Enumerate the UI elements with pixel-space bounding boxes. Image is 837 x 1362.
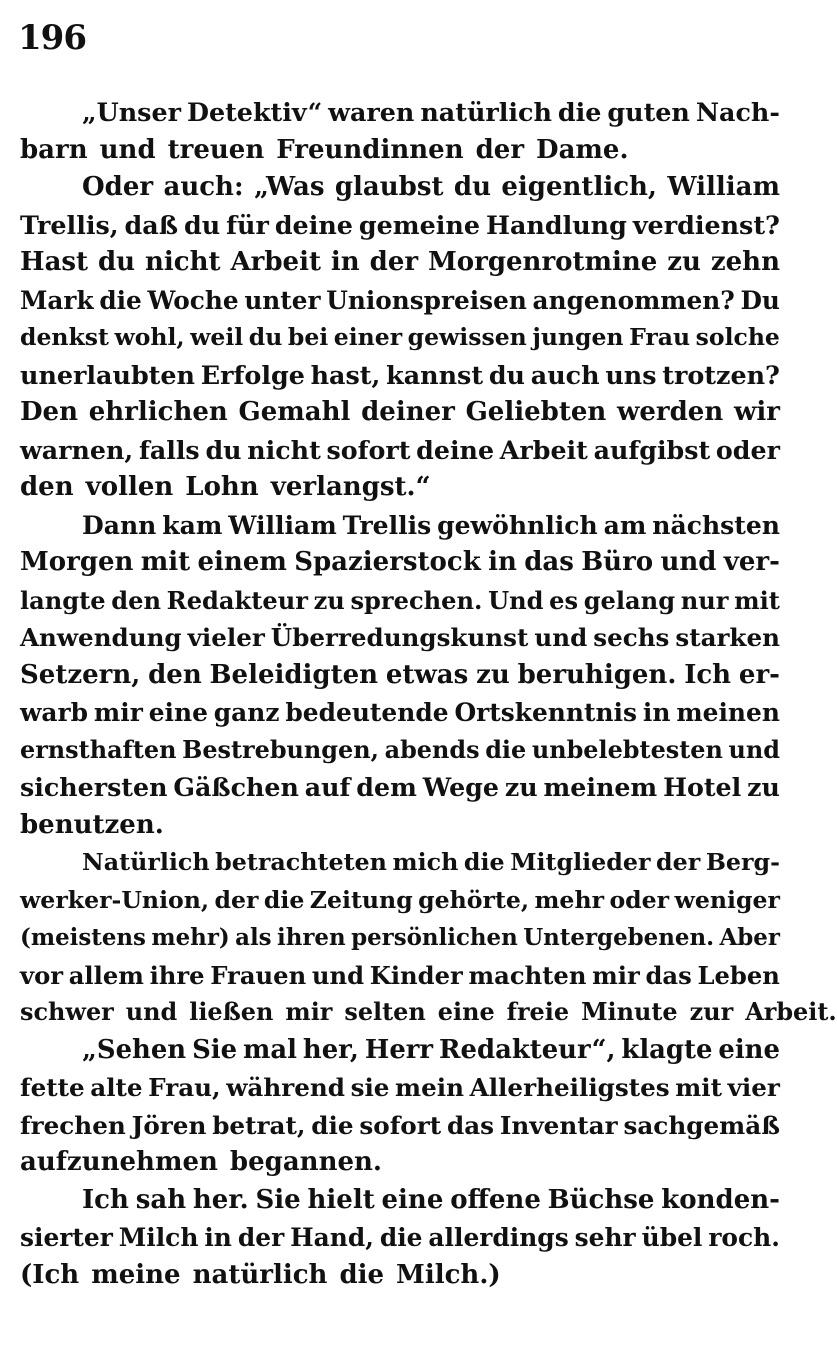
text-line: sierter Milch in der Hand, die allerdings sehr übel roch. <box>20 1223 780 1252</box>
text-line: Anwendung vieler Überredungskunst und sechs starken <box>20 623 780 652</box>
text-line: Dann kam William Trellis gewöhnlich am nächsten <box>82 509 780 540</box>
text-line: Trellis, daß du für deine gemeine Handlung verdienst? <box>20 209 780 240</box>
text-line: warnen, falls du nicht sofort deine Arbeit aufgibst oder <box>20 434 780 465</box>
text-line: Setzern, den Beleidigten etwas zu beruhigen. Ich er- <box>20 659 780 690</box>
text-line: denkst wohl, weil du bei einer gewissen jungen Frau solche <box>20 323 780 351</box>
text-line: frechen Jören betrat, die sofort das Inventar sachgemäß <box>20 1110 780 1140</box>
text-line: aufzunehmen begannen. <box>20 1147 382 1177</box>
text-line: schwer und ließen mir selten eine freie Minute zur Arbeit. <box>20 998 837 1026</box>
text-line: langte den Redakteur zu sprechen. Und es gelang nur mit <box>20 585 780 615</box>
text-line: fette alte Frau, während sie mein Allerheiligstes mit vier <box>20 1073 780 1102</box>
text-line: Hast du nicht Arbeit in der Morgenrotmine zu zehn <box>20 247 780 277</box>
text-line: Ich sah her. Sie hielt eine offene Büchse konden- <box>82 1184 780 1215</box>
text-line: Mark die Woche unter Unionspreisen angenommen? Du <box>20 285 780 315</box>
text-line: vor allem ihre Frauen und Kinder machten mir das Leben <box>20 960 780 990</box>
text-line: „Unser Detektiv“ waren natürlich die guten Nach- <box>82 97 780 127</box>
text-line: werker-Union, der die Zeitung gehörte, mehr oder weniger <box>20 885 780 914</box>
text-line: (meistens mehr) als ihren persönlichen Untergebenen. Aber <box>20 924 780 951</box>
text-line: unerlaubten Erfolge hast, kannst du auch uns trotzen? <box>20 359 780 390</box>
text-line: Oder auch: „Was glaubst du eigentlich, William <box>82 172 780 202</box>
text-line: ernsthaften Bestrebungen, abends die unbelebtesten und <box>20 735 780 764</box>
page-number: 196 <box>18 18 86 58</box>
text-line: warb mir eine ganz bedeutende Ortskenntnis in meinen <box>20 698 780 727</box>
text-line: „Sehen Sie mal her, Herr Redakteur“, klagte eine <box>82 1034 780 1065</box>
text-line: (Ich meine natürlich die Milch.) <box>20 1259 501 1290</box>
body-text <box>20 94 837 1294</box>
text-line: Morgen mit einem Spazierstock in das Büro und ver- <box>20 547 780 577</box>
text-line: sichersten Gäßchen auf dem Wege zu meinem Hotel zu <box>20 772 780 802</box>
text-line: benutzen. <box>20 809 164 840</box>
text-line: Den ehrlichen Gemahl deiner Geliebten werden wir <box>20 397 780 427</box>
text-line: barn und treuen Freundinnen der Dame. <box>20 134 629 165</box>
text-line: den vollen Lohn verlangst.“ <box>20 472 431 502</box>
text-line: Natürlich betrachteten mich die Mitglieder der Berg- <box>82 848 780 876</box>
